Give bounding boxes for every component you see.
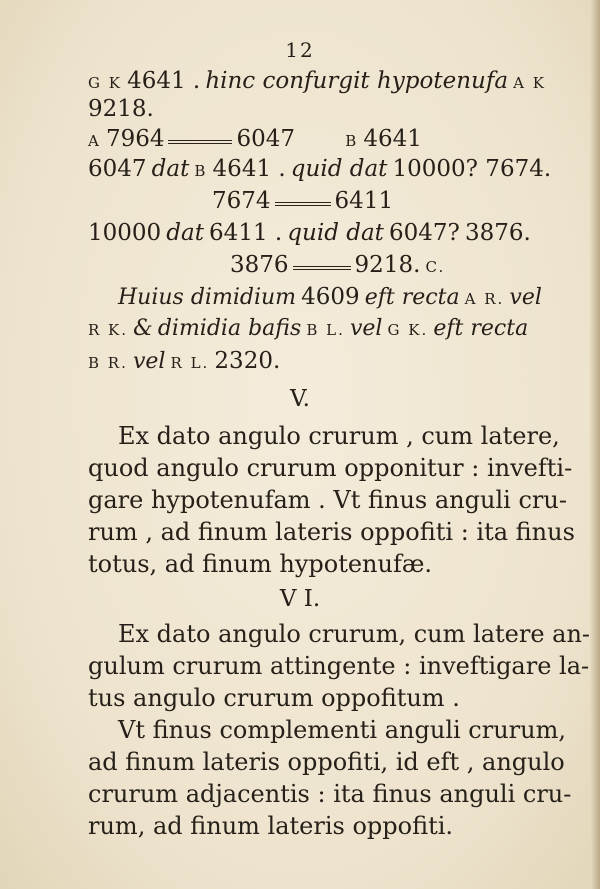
text-dat2: dat	[166, 220, 204, 246]
label-gk2: G K.	[387, 321, 429, 339]
text-vel2: vel	[349, 316, 383, 341]
label-ak: A K	[513, 74, 546, 92]
value-10000: 10000? 7674.	[392, 156, 552, 182]
section-vi-line-4: Vt finus complementi anguli crurum,	[118, 716, 566, 744]
line-2: 9218.	[88, 96, 154, 122]
text-hinc-confurgit: hinc confurgit hypotenufa	[205, 68, 509, 94]
value-3876b: 3876	[230, 252, 289, 278]
text-quid-dat: quid dat	[290, 156, 388, 182]
label-b2: B	[194, 162, 208, 180]
section-vi-heading: V I.	[279, 586, 321, 612]
value-4609: 4609	[301, 284, 360, 310]
text-vel: vel	[509, 285, 542, 310]
value-6047c: 6047?	[389, 220, 460, 246]
value-7964: 7964	[105, 126, 165, 152]
value-6411b: 6411 .	[209, 220, 283, 246]
section-v-heading: V.	[290, 386, 310, 412]
section-v-line-4: rum , ad finum lateris oppofiti : ita finus	[88, 518, 575, 546]
text-est-recta2: eft recta	[433, 316, 529, 341]
label-rl: R L.	[170, 354, 210, 372]
line-5	[212, 190, 393, 213]
text-dimidia-basis: dimidia bafis	[157, 316, 302, 341]
line-6	[88, 222, 531, 245]
line-8	[118, 286, 542, 309]
section-vi-line-5: ad finum lateris oppofiti, id eft , angulo	[88, 748, 565, 776]
value-2320: 2320.	[214, 348, 281, 374]
value-10000b: 10000	[88, 220, 162, 246]
section-v-line-2: quod angulo crurum opponitur : invefti-	[88, 454, 573, 482]
line-9	[88, 318, 528, 340]
text-ampersand: &	[133, 316, 153, 341]
section-v-line-3: gare hypotenufam . Vt finus anguli cru-	[88, 486, 567, 514]
text-vel3: vel	[132, 349, 166, 374]
value-4641c: 4641 .	[212, 156, 286, 182]
text-quid-dat2: quid dat	[287, 220, 384, 246]
section-v-line-1: Ex dato angulo crurum , cum latere,	[118, 422, 560, 450]
value-6047b: 6047	[88, 156, 147, 182]
value-4641: 4641 .	[127, 68, 201, 94]
line-7	[230, 254, 445, 277]
label-gk: G K	[88, 74, 122, 92]
section-vi-line-7: rum, ad finum lateris oppofiti.	[88, 812, 454, 840]
section-v-line-5: totus, ad finum hypotenufæ.	[88, 550, 433, 578]
text-est-recta: eft recta	[364, 285, 460, 310]
rule-dash	[275, 202, 331, 206]
rule-dash	[168, 140, 232, 144]
value-6047: 6047	[236, 126, 296, 152]
section-vi-line-2: gulum crurum attingente : inveftigare la-	[88, 652, 590, 680]
line-4	[88, 158, 551, 181]
section-vi-line-1: Ex dato angulo crurum, cum latere an-	[118, 620, 591, 648]
text-dat: dat	[151, 156, 190, 182]
line-1	[88, 70, 546, 93]
label-bl: B L.	[306, 321, 345, 339]
label-a: A	[88, 132, 101, 150]
label-b: B	[345, 132, 359, 150]
value-4641b: 4641	[363, 126, 422, 152]
label-rk: R K.	[88, 321, 129, 339]
text-huius-dimidium: Huius dimidium	[118, 285, 297, 310]
section-vi-line-6: crurum adjacentis : ita finus anguli cru-	[88, 780, 572, 808]
label-c: C.	[425, 258, 446, 276]
label-ar: A R.	[464, 290, 505, 308]
page-edge-shadow	[590, 0, 600, 889]
value-6411: 6411	[334, 188, 394, 214]
value-3876: 3876.	[464, 220, 531, 246]
value-7674: 7674	[212, 188, 271, 214]
page-number: 12	[285, 38, 315, 62]
section-vi-line-3: tus angulo crurum oppofitum .	[88, 684, 460, 712]
label-br: B R.	[88, 354, 128, 372]
value-9218: 9218.	[354, 252, 421, 278]
line-3	[88, 128, 422, 151]
rule-dash	[293, 266, 351, 270]
line-10	[88, 350, 280, 373]
